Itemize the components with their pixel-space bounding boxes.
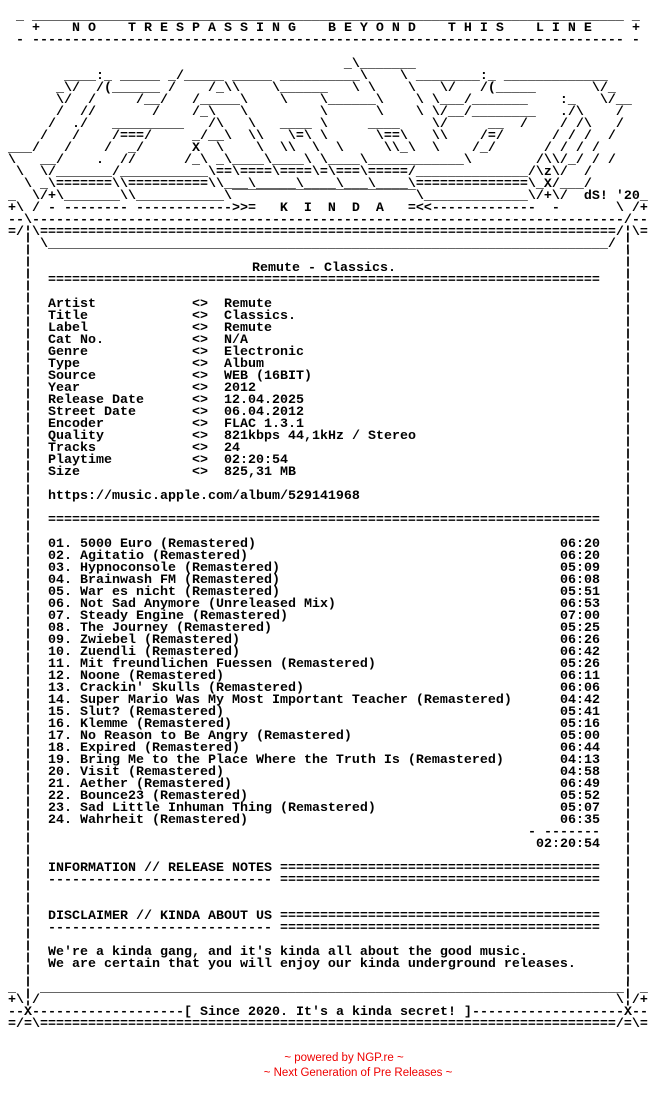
frame-border-left: ¦ (24, 393, 32, 408)
track-title: 18. Expired (Remastered) (48, 741, 240, 756)
track-duration: 06:08 (560, 573, 600, 588)
frame-border-right: ¦ (624, 933, 632, 948)
track-title: 20. Visit (Remastered) (48, 765, 224, 780)
field-separator: <> (192, 405, 208, 420)
frame-border-left: ¦ (24, 657, 32, 672)
frame-border-right: ¦ (624, 921, 632, 936)
info-field-row (48, 335, 600, 347)
track-duration: 06:11 (560, 669, 600, 684)
field-value: 24 (224, 441, 240, 456)
field-value: Remute (224, 297, 272, 312)
logo-art-line: ____:_ _____ _/_____ _____ __________\ \ ________:_ _____________ (0, 69, 608, 84)
frame-border-left: ¦ (24, 777, 32, 792)
frame-border-right: ¦ (624, 429, 632, 444)
frame-border-right: ¦ (624, 621, 632, 636)
banner-plus-right: + (632, 21, 640, 36)
frame-border-left: ¦ (24, 585, 32, 600)
field-label: Street Date (48, 405, 136, 420)
frame-rule: -------------------X-- (472, 1005, 648, 1020)
field-value: N/A (224, 333, 248, 348)
blank-line (48, 887, 600, 899)
frame-border-right: ¦ (624, 837, 632, 852)
frame-border-left: ¦ (24, 621, 32, 636)
field-value: 02:20:54 (224, 453, 288, 468)
section-rule: ======================================== (271, 861, 600, 876)
banner-bottom-rule: - -------------------------------------------------------------------------- - (16, 33, 640, 48)
frame-border-left: ¦ (24, 549, 32, 564)
frame-border-right: ¦ (624, 381, 632, 396)
frame-border-right: ¦ (624, 501, 632, 516)
track-title: 05. War es nicht (Remastered) (48, 585, 280, 600)
frame-rule: _ ¦ _________________________________________________________________________¦ _ (0, 981, 648, 996)
logo-art-line: _\/ /(______ / /_\\ \______ \ \ \ \/ /(_____ \/_ (0, 81, 616, 96)
frame-border-right: ¦ (624, 573, 632, 588)
frame-border-left: ¦ (24, 597, 32, 612)
track-duration: 05:41 (560, 705, 600, 720)
frame-border-right: ¦ (624, 453, 632, 468)
frame-border-right: ¦ (624, 681, 632, 696)
track-duration: 04:13 (560, 753, 600, 768)
frame-border-right: ¦ (624, 585, 632, 600)
frame-border-left: ¦ (24, 969, 32, 984)
track-duration: 04:58 (560, 765, 600, 780)
frame-border-left: ¦ (24, 921, 32, 936)
banner-plus-left: + (32, 21, 40, 36)
frame-border-right: ¦ (624, 465, 632, 480)
track-title: 01. 5000 Euro (Remastered) (48, 537, 256, 552)
release-title: Remute - Classics. (252, 261, 396, 276)
frame-border-right: ¦ (624, 633, 632, 648)
frame-border-left: ¦ (24, 417, 32, 432)
frame-border-left: ¦ (24, 813, 32, 828)
section-title: INFORMATION // RELEASE NOTES (48, 861, 272, 876)
field-label: Artist (48, 297, 96, 312)
field-separator: <> (192, 441, 208, 456)
track-title: 04. Brainwash FM (Remastered) (48, 573, 280, 588)
track-title: 14. Super Mario Was My Most Important Teacher (Remastered) (48, 693, 512, 708)
frame-border-left: ¦ (24, 537, 32, 552)
frame-border-left: ¦ (24, 381, 32, 396)
field-value: Album (224, 357, 264, 372)
frame-border-left: ¦ (24, 405, 32, 420)
track-title: 08. The Journey (Remastered) (48, 621, 272, 636)
field-label: Playtime (48, 453, 112, 468)
separator: ===================================================================== (48, 273, 600, 288)
frame-border-left: ¦ (24, 933, 32, 948)
field-value: WEB (16BIT) (224, 369, 312, 384)
track-title: 19. Bring Me to the Place Where the Truth Is (Remastered) (48, 753, 504, 768)
frame-border-right: ¦ (624, 261, 632, 276)
frame-border-left: ¦ (24, 909, 32, 924)
logo-art-line: / ./ _________ /\ \ ____ \ ____ \/ __ / / /\ / (0, 117, 624, 132)
field-label: Tracks (48, 441, 96, 456)
section-title: DISCLAIMER // KINDA ABOUT US (48, 909, 272, 924)
frame-border-right: ¦ (624, 693, 632, 708)
info-field-row (48, 323, 600, 335)
info-field-row (48, 455, 600, 467)
field-value: 06.04.2012 (224, 405, 304, 420)
footer-tagline: [ Since 2020. It's a kinda secret! ] (184, 1005, 472, 1020)
banner-warning-text: N O T R E S P A S S I N G B E Y O N D T H I S L I N E (72, 21, 592, 36)
frame-border-right: ¦ (624, 777, 632, 792)
info-field-row (48, 467, 600, 479)
info-field-row (48, 431, 600, 443)
frame-border-right: ¦ (624, 345, 632, 360)
track-title: 12. Noone (Remastered) (48, 669, 224, 684)
track-title: 21. Aether (Remastered) (48, 777, 232, 792)
track-title: 06. Not Sad Anymore (Unreleased Mix) (48, 597, 336, 612)
info-field-row (48, 371, 600, 383)
field-value: 821kbps 44,1kHz / Stereo (224, 429, 416, 444)
track-title: 10. Zuendli (Remastered) (48, 645, 240, 660)
frame-border-left: ¦ (24, 489, 32, 504)
track-duration: 05:07 (560, 801, 600, 816)
field-value: Classics. (224, 309, 296, 324)
frame-border-left: ¦ (24, 717, 32, 732)
field-separator: <> (192, 345, 208, 360)
frame-border-right: ¦ (624, 561, 632, 576)
field-label: Label (48, 321, 88, 336)
frame-border-right: ¦ (624, 813, 632, 828)
frame-border-left: ¦ (24, 369, 32, 384)
frame-border-left: ¦ (24, 525, 32, 540)
frame-border-right: ¦ (624, 417, 632, 432)
frame-border-left: ¦ (24, 789, 32, 804)
frame-border-left: ¦ (24, 261, 32, 276)
frame-border-left: ¦ (24, 273, 32, 288)
frame-rule: +\¦/ \¦/+ (0, 993, 648, 1008)
track-duration: 06:20 (560, 537, 600, 552)
frame-border-right: ¦ (624, 945, 632, 960)
section-rule: ======================================== (271, 909, 600, 924)
track-title: 15. Slut? (Remastered) (48, 705, 224, 720)
field-separator: <> (192, 333, 208, 348)
logo-art-line: / / /===/ _/__\ \\ \=\ \ \==\ \\ /=/ / / / / (0, 129, 616, 144)
track-title: 16. Klemme (Remastered) (48, 717, 232, 732)
frame-border-left: ¦ (24, 573, 32, 588)
frame-border-right: ¦ (624, 909, 632, 924)
track-duration: 06:20 (560, 549, 600, 564)
total-rule: - ------- (528, 825, 600, 840)
logo-art-line: ___/ / / _/ X \ \ \\ \ \ \\_\ \ /_/ / / / / (0, 141, 600, 156)
frame-border-right: ¦ (624, 765, 632, 780)
field-separator: <> (192, 297, 208, 312)
field-value: 12.04.2025 (224, 393, 304, 408)
frame-border-left: ¦ (24, 249, 32, 264)
field-label: Type (48, 357, 80, 372)
total-playtime: 02:20:54 (536, 837, 600, 852)
logo-art-line: \ __/ . // /_\ _\____\____\ \____\____________\ /\\/_/ / / (0, 153, 616, 168)
logo-art-line: _\_______ (0, 57, 416, 72)
frame-rule: =/¦\========================================================================/¦\= (0, 225, 648, 240)
frame-border-left: ¦ (24, 285, 32, 300)
field-label: Source (48, 369, 96, 384)
logo-art-line: +\ / - -------- ------------>>= K I N D A =<<------------- - \ /+ (0, 201, 648, 216)
frame-border-left: ¦ (24, 429, 32, 444)
track-duration: 07:00 (560, 609, 600, 624)
frame-border-left: ¦ (24, 741, 32, 756)
disclaimer-line: We are certain that you will enjoy our kinda underground releases. (48, 957, 576, 972)
field-value: 825,31 MB (224, 465, 296, 480)
field-label: Title (48, 309, 88, 324)
field-separator: <> (192, 453, 208, 468)
frame-border-right: ¦ (624, 705, 632, 720)
frame-border-right: ¦ (624, 549, 632, 564)
track-title: 02. Agitatio (Remastered) (48, 549, 248, 564)
blank-line (48, 287, 600, 299)
frame-border-right: ¦ (624, 729, 632, 744)
track-duration: 06:53 (560, 597, 600, 612)
track-duration: 06:06 (560, 681, 600, 696)
field-separator: <> (192, 381, 208, 396)
field-separator: <> (192, 321, 208, 336)
separator: ===================================================================== (48, 513, 600, 528)
frame-border-left: ¦ (24, 345, 32, 360)
track-title: 22. Bounce23 (Remastered) (48, 789, 248, 804)
frame-border-right: ¦ (624, 885, 632, 900)
frame-border-right: ¦ (624, 393, 632, 408)
frame-border-left: ¦ (24, 753, 32, 768)
frame-border-left: ¦ (24, 957, 32, 972)
frame-border-right: ¦ (624, 873, 632, 888)
track-duration: 06:44 (560, 741, 600, 756)
track-title: 11. Mit freundlichen Fuessen (Remastered) (48, 657, 376, 672)
frame-border-left: ¦ (24, 945, 32, 960)
info-field-row (48, 359, 600, 371)
frame-border-right: ¦ (624, 369, 632, 384)
frame-border-left: ¦ (24, 885, 32, 900)
frame-border-right: ¦ (624, 309, 632, 324)
frame-border-right: ¦ (624, 897, 632, 912)
field-label: Size (48, 465, 80, 480)
frame-border-right: ¦ (624, 249, 632, 264)
frame-border-left: ¦ (24, 501, 32, 516)
frame-border-left: ¦ (24, 453, 32, 468)
track-title: 23. Sad Little Inhuman Thing (Remastered) (48, 801, 376, 816)
frame-border-left: ¦ (24, 897, 32, 912)
field-separator: <> (192, 465, 208, 480)
nfo-body (48, 263, 600, 971)
powered-by-text: ~ powered by NGP.re ~ (284, 1052, 404, 1064)
frame-border-right: ¦ (624, 477, 632, 492)
frame-border-left: ¦ (24, 825, 32, 840)
frame-border-left: ¦ (24, 669, 32, 684)
frame-border-right: ¦ (624, 957, 632, 972)
field-label: Year (48, 381, 80, 396)
ngp-tagline: ~ Next Generation of Pre Releases ~ (263, 1067, 453, 1079)
frame-border-left: ¦ (24, 513, 32, 528)
info-field-row (48, 347, 600, 359)
track-duration: 06:42 (560, 645, 600, 660)
frame-border-right: ¦ (624, 285, 632, 300)
frame-rule: =/=\========================================================================/=\= (0, 1017, 648, 1032)
field-label: Release Date (48, 393, 144, 408)
frame-border-right: ¦ (624, 717, 632, 732)
track-title: 13. Crackin' Skulls (Remastered) (48, 681, 304, 696)
frame-border-left: ¦ (24, 801, 32, 816)
frame-border-right: ¦ (624, 801, 632, 816)
logo-art-line: _ \/+\_______\\___________\¯¯¯¯¯¯¯¯¯¯¯¯¯¯¯¯¯¯¯¯¯¯¯\_____________\/+\/ dS! '20_ (0, 189, 648, 204)
track-duration: 05:00 (560, 729, 600, 744)
field-separator: <> (192, 369, 208, 384)
track-duration: 06:35 (560, 813, 600, 828)
track-duration: 06:49 (560, 777, 600, 792)
frame-rule: --X------------------- (0, 1005, 184, 1020)
field-label: Encoder (48, 417, 104, 432)
frame-border-left: ¦ (24, 645, 32, 660)
frame-border-right: ¦ (624, 489, 632, 504)
field-separator: <> (192, 393, 208, 408)
field-separator: <> (192, 309, 208, 324)
field-label: Genre (48, 345, 88, 360)
frame-border-right: ¦ (624, 357, 632, 372)
track-row (48, 815, 600, 827)
logo-art-line: / // / /_\ \ \ \ \ \/__/________ ./\ / (0, 105, 624, 120)
banner-top-rule: _ __________________________________________________________________________ _ (16, 9, 640, 24)
release-url-link[interactable]: https://music.apple.com/album/529141968 (48, 489, 360, 504)
field-label: Quality (48, 429, 104, 444)
track-duration: 05:51 (560, 585, 600, 600)
frame-border-left: ¦ (24, 861, 32, 876)
logo-art-line: \/ / /__/ /_____\ \ \______\ \ \___/_______ :_ \/__ (0, 93, 632, 108)
frame-border-left: ¦ (24, 309, 32, 324)
frame-border-left: ¦ (24, 357, 32, 372)
frame-border-left: ¦ (24, 765, 32, 780)
frame-border-right: ¦ (624, 609, 632, 624)
field-separator: <> (192, 417, 208, 432)
frame-border-right: ¦ (624, 645, 632, 660)
field-value: FLAC 1.3.1 (224, 417, 304, 432)
section-underline: ---------------------------- ======================================== (48, 873, 600, 888)
field-value: Remute (224, 321, 272, 336)
frame-border-right: ¦ (624, 753, 632, 768)
frame-border-right: ¦ (624, 321, 632, 336)
track-duration: 04:42 (560, 693, 600, 708)
frame-border-left: ¦ (24, 297, 32, 312)
frame-border-left: ¦ (24, 477, 32, 492)
frame-border-right: ¦ (624, 741, 632, 756)
field-value: Electronic (224, 345, 304, 360)
track-duration: 05:26 (560, 657, 600, 672)
frame-border-right: ¦ (624, 273, 632, 288)
track-title: 24. Wahrheit (Remastered) (48, 813, 248, 828)
frame-border-right: ¦ (624, 405, 632, 420)
disclaimer-line: We're a kinda gang, and it's kinda all about the good music. (48, 945, 528, 960)
frame-border-right: ¦ (624, 789, 632, 804)
frame-border-left: ¦ (24, 465, 32, 480)
track-duration: 05:52 (560, 789, 600, 804)
frame-border-left: ¦ (24, 849, 32, 864)
field-separator: <> (192, 429, 208, 444)
info-field-row (48, 299, 600, 311)
frame-border-right: ¦ (624, 333, 632, 348)
frame-border-right: ¦ (624, 825, 632, 840)
field-value: 2012 (224, 381, 256, 396)
field-separator: <> (192, 357, 208, 372)
frame-border-left: ¦ (24, 837, 32, 852)
frame-border-right: ¦ (624, 969, 632, 984)
field-label: Cat No. (48, 333, 104, 348)
frame-border-right: ¦ (624, 525, 632, 540)
frame-border-left: ¦ (24, 681, 32, 696)
logo-art-line: \ \/_______/___________\==\====\====\=\===\=====/______________/\z\/ / (0, 165, 592, 180)
track-title: 17. No Reason to Be Angry (Remastered) (48, 729, 352, 744)
track-title: 09. Zwiebel (Remastered) (48, 633, 240, 648)
track-duration: 05:09 (560, 561, 600, 576)
frame-border-left: ¦ (24, 693, 32, 708)
frame-border-left: ¦ (24, 609, 32, 624)
frame-border-left: ¦ (24, 705, 32, 720)
frame-border-right: ¦ (624, 657, 632, 672)
frame-border-right: ¦ (624, 861, 632, 876)
frame-border-left: ¦ (24, 333, 32, 348)
frame-border-right: ¦ (624, 597, 632, 612)
track-title: 07. Steady Engine (Remastered) (48, 609, 288, 624)
frame-border-left: ¦ (24, 561, 32, 576)
frame-rule: --\--------------------------------------------------------------------------/-- (0, 213, 648, 228)
frame-rule: ¦ \______________________________________________________________________/ ¦ (0, 237, 632, 252)
info-field-row (48, 311, 600, 323)
info-field-row (48, 443, 600, 455)
frame-border-right: ¦ (624, 669, 632, 684)
section-underline: ---------------------------- ======================================== (48, 921, 600, 936)
track-duration: 05:25 (560, 621, 600, 636)
frame-border-right: ¦ (624, 849, 632, 864)
frame-border-left: ¦ (24, 873, 32, 888)
frame-border-left: ¦ (24, 633, 32, 648)
info-field-row (48, 407, 600, 419)
track-duration: 05:16 (560, 717, 600, 732)
track-duration: 06:26 (560, 633, 600, 648)
track-title: 03. Hypnoconsole (Remastered) (48, 561, 280, 576)
frame-border-right: ¦ (624, 297, 632, 312)
frame-border-right: ¦ (624, 513, 632, 528)
frame-border-right: ¦ (624, 537, 632, 552)
frame-border-left: ¦ (24, 729, 32, 744)
frame-border-right: ¦ (624, 441, 632, 456)
frame-border-left: ¦ (24, 441, 32, 456)
logo-art-line: \ _\=======\\==========\\___\_____\____\___\____\==============\_X/___/ (0, 177, 592, 192)
frame-border-left: ¦ (24, 321, 32, 336)
